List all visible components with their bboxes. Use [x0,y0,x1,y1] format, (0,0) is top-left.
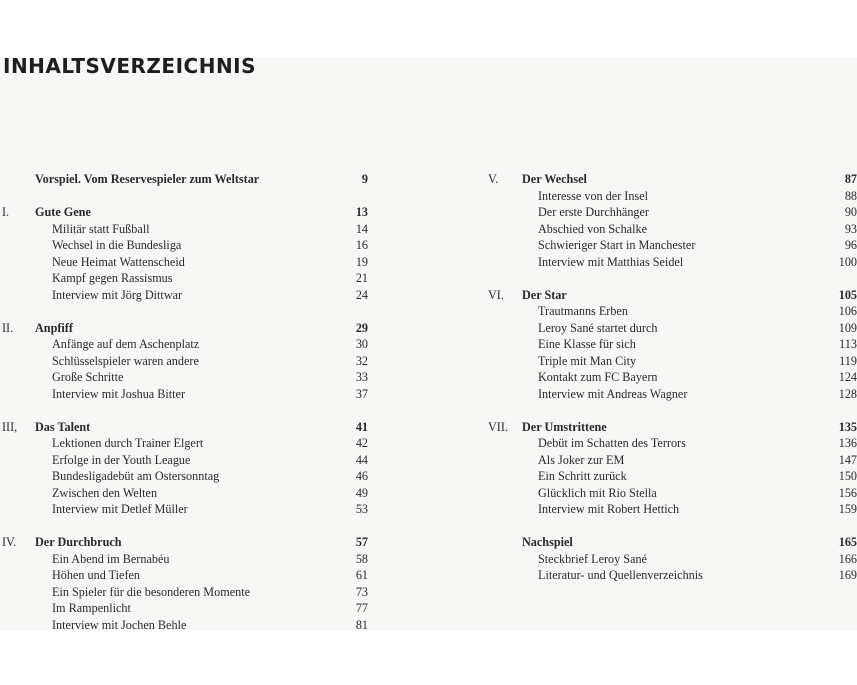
subchapter-page: 24 [355,287,368,302]
subchapter-title: Schlüsselspieler waren andere [52,353,199,368]
subchapter-page: 32 [355,353,368,368]
subchapter-title: Glücklich mit Rio Stella [538,485,657,500]
chapter-title: Der Durchbruch [35,535,122,549]
chapter-row [0,204,370,221]
subchapter-page: 93 [844,221,857,236]
subchapter-row [0,567,370,584]
subchapter-row [487,435,857,452]
subchapter-page: 166 [838,551,857,566]
subchapter-title: Zwischen den Welten [52,485,158,500]
subchapter-row [487,303,857,320]
subchapter-row [487,320,857,337]
chapter-title: Der Wechsel [522,172,587,186]
subchapter-title: Trautmanns Erben [538,304,628,318]
subchapter-page: 42 [355,436,368,450]
subchapter-page: 100 [838,254,857,269]
subchapter-title: Bundesligadebüt am Ostersonntag [52,469,220,483]
subchapter-page: 96 [844,238,857,252]
subchapter-page: 30 [355,337,368,351]
chapter-number: V. [488,172,499,186]
subchapter-row [487,369,857,386]
subchapter-row [0,485,370,502]
chapter-row [487,287,857,304]
chapter-row [487,171,857,188]
chapter-page: 57 [355,535,368,549]
toc-chapter [487,419,857,518]
subchapter-page: 61 [355,568,368,582]
subchapter-row [487,452,857,469]
subchapter-page: 58 [355,551,368,566]
subchapter-title: Anfänge auf dem Aschenplatz [52,337,200,351]
subchapter-page: 109 [838,320,857,335]
chapter-page: 29 [355,320,368,335]
chapter-row [487,419,857,436]
chapter-page: 135 [838,419,857,434]
subchapter-title: Kampf gegen Rassismus [52,271,173,285]
subchapter-title: Interview mit Robert Hettich [538,502,680,516]
subchapter-page: 46 [355,469,368,483]
chapter-row [0,419,370,436]
subchapter-title: Interview mit Jochen Behle [52,617,187,632]
subchapter-row [487,336,857,353]
subchapter-title: Höhen und Tiefen [52,568,141,582]
toc-chapter [0,534,370,633]
subchapter-row [0,237,370,254]
subchapter-row [487,254,857,271]
chapter-row [0,171,370,188]
subchapter-title: Ein Schritt zurück [538,469,627,483]
chapter-row [487,534,857,551]
chapter-number: VI. [488,287,504,302]
chapter-number: II. [2,320,14,335]
subchapter-title: Literatur- und Quellenverzeichnis [538,568,703,582]
subchapter-title: Interview mit Joshua Bitter [52,386,186,401]
subchapter-title: Der erste Durchhänger [538,205,649,219]
subchapter-page: 19 [355,254,368,269]
subchapter-row [487,188,857,205]
subchapter-page: 37 [355,386,368,401]
subchapter-title: Schwieriger Start in Manchester [538,238,696,252]
subchapter-title: Steckbrief Leroy Sané [538,551,647,566]
subchapter-page: 49 [355,485,368,500]
chapter-number: III, [2,419,18,434]
subchapter-title: Im Rampenlicht [52,601,131,615]
subchapter-row [0,452,370,469]
subchapter-row [0,369,370,386]
subchapter-title: Leroy Sané startet durch [538,320,658,335]
toc-chapter [487,534,857,584]
subchapter-title: Wechsel in die Bundesliga [52,238,182,252]
subchapter-row [0,336,370,353]
subchapter-title: Ein Abend im Bernabéu [52,551,170,566]
chapter-number: VII. [488,419,508,434]
subchapter-page: 113 [839,337,857,351]
subchapter-page: 90 [844,205,857,219]
subchapter-page: 73 [355,584,368,599]
toc-chapter [0,171,370,188]
subchapter-title: Triple mit Man City [538,353,637,368]
subchapter-page: 88 [844,188,857,203]
subchapter-row [487,501,857,518]
subchapter-row [0,584,370,601]
subchapter-page: 53 [355,502,368,516]
toc-left-column [0,171,370,650]
chapter-number: IV. [2,535,17,549]
subchapter-row [0,551,370,568]
subchapter-title: Militär statt Fußball [52,221,150,236]
subchapter-row [0,468,370,485]
chapter-title: Der Star [522,287,567,302]
subchapter-page: 128 [838,386,857,401]
subchapter-page: 16 [355,238,368,252]
subchapter-row [0,501,370,518]
subchapter-page: 33 [355,370,368,384]
subchapter-row [487,353,857,370]
subchapter-page: 169 [838,568,857,582]
subchapter-row [0,386,370,403]
page-title: INHALTSVERZEICHNIS [3,54,257,78]
subchapter-title: Eine Klasse für sich [538,337,636,351]
subchapter-title: Neue Heimat Wattenscheid [52,254,185,269]
subchapter-title: Interesse von der Insel [538,188,648,203]
subchapter-page: 44 [355,452,368,467]
subchapter-page: 147 [838,452,857,467]
subchapter-row [487,204,857,221]
subchapter-title: Interview mit Andreas Wagner [538,386,688,401]
subchapter-title: Kontakt zum FC Bayern [538,370,658,384]
toc-chapter [487,287,857,403]
subchapter-row [487,221,857,238]
subchapter-row [0,254,370,271]
subchapter-page: 14 [355,221,368,236]
chapter-title: Gute Gene [35,205,91,219]
chapter-title: Nachspiel [522,535,573,549]
subchapter-row [0,221,370,238]
toc-chapter [0,204,370,303]
subchapter-page: 156 [838,485,857,500]
chapter-title: Anpfiff [35,320,73,335]
subchapter-title: Abschied von Schalke [538,221,647,236]
subchapter-title: Interview mit Jörg Dittwar [52,287,183,302]
subchapter-page: 21 [355,271,368,285]
subchapter-page: 159 [838,502,857,516]
subchapter-page: 119 [839,353,857,368]
subchapter-row [487,386,857,403]
toc-chapter [487,171,857,270]
subchapter-row [487,237,857,254]
subchapter-page: 124 [838,370,857,384]
chapter-row [0,320,370,337]
subchapter-row [0,287,370,304]
subchapter-page: 106 [838,304,857,318]
chapter-page: 165 [838,535,857,549]
subchapter-page: 81 [355,617,368,632]
toc-chapter [0,320,370,403]
subchapter-row [487,485,857,502]
chapter-page: 13 [355,205,368,219]
chapter-page: 105 [838,287,857,302]
subchapter-row [487,468,857,485]
toc-right-column [487,171,857,600]
chapter-page: 9 [361,172,368,186]
subchapter-row [0,270,370,287]
subchapter-title: Lektionen durch Trainer Elgert [52,436,204,450]
subchapter-page: 136 [838,436,857,450]
subchapter-page: 77 [355,601,368,615]
subchapter-title: Erfolge in der Youth League [52,452,191,467]
subchapter-title: Interview mit Detlef Müller [52,502,188,516]
chapter-number: I. [2,205,10,219]
toc-chapter [0,419,370,518]
chapter-page: 41 [355,419,368,434]
subchapter-row [487,551,857,568]
subchapter-title: Ein Spieler für die besonderen Momente [52,584,250,599]
chapter-title: Der Umstrittene [522,419,607,434]
subchapter-row [487,567,857,584]
chapter-row [0,534,370,551]
chapter-page: 87 [844,172,857,186]
subchapter-row [0,617,370,634]
subchapter-row [0,353,370,370]
subchapter-row [0,600,370,617]
chapter-title: Vorspiel. Vom Reservespieler zum Weltstar [35,172,260,186]
subchapter-title: Interview mit Matthias Seidel [538,254,684,269]
subchapter-title: Debüt im Schatten des Terrors [538,436,686,450]
chapter-title: Das Talent [35,419,91,434]
subchapter-page: 150 [838,469,857,483]
subchapter-title: Große Schritte [52,370,124,384]
subchapter-title: Als Joker zur EM [538,452,625,467]
subchapter-row [0,435,370,452]
